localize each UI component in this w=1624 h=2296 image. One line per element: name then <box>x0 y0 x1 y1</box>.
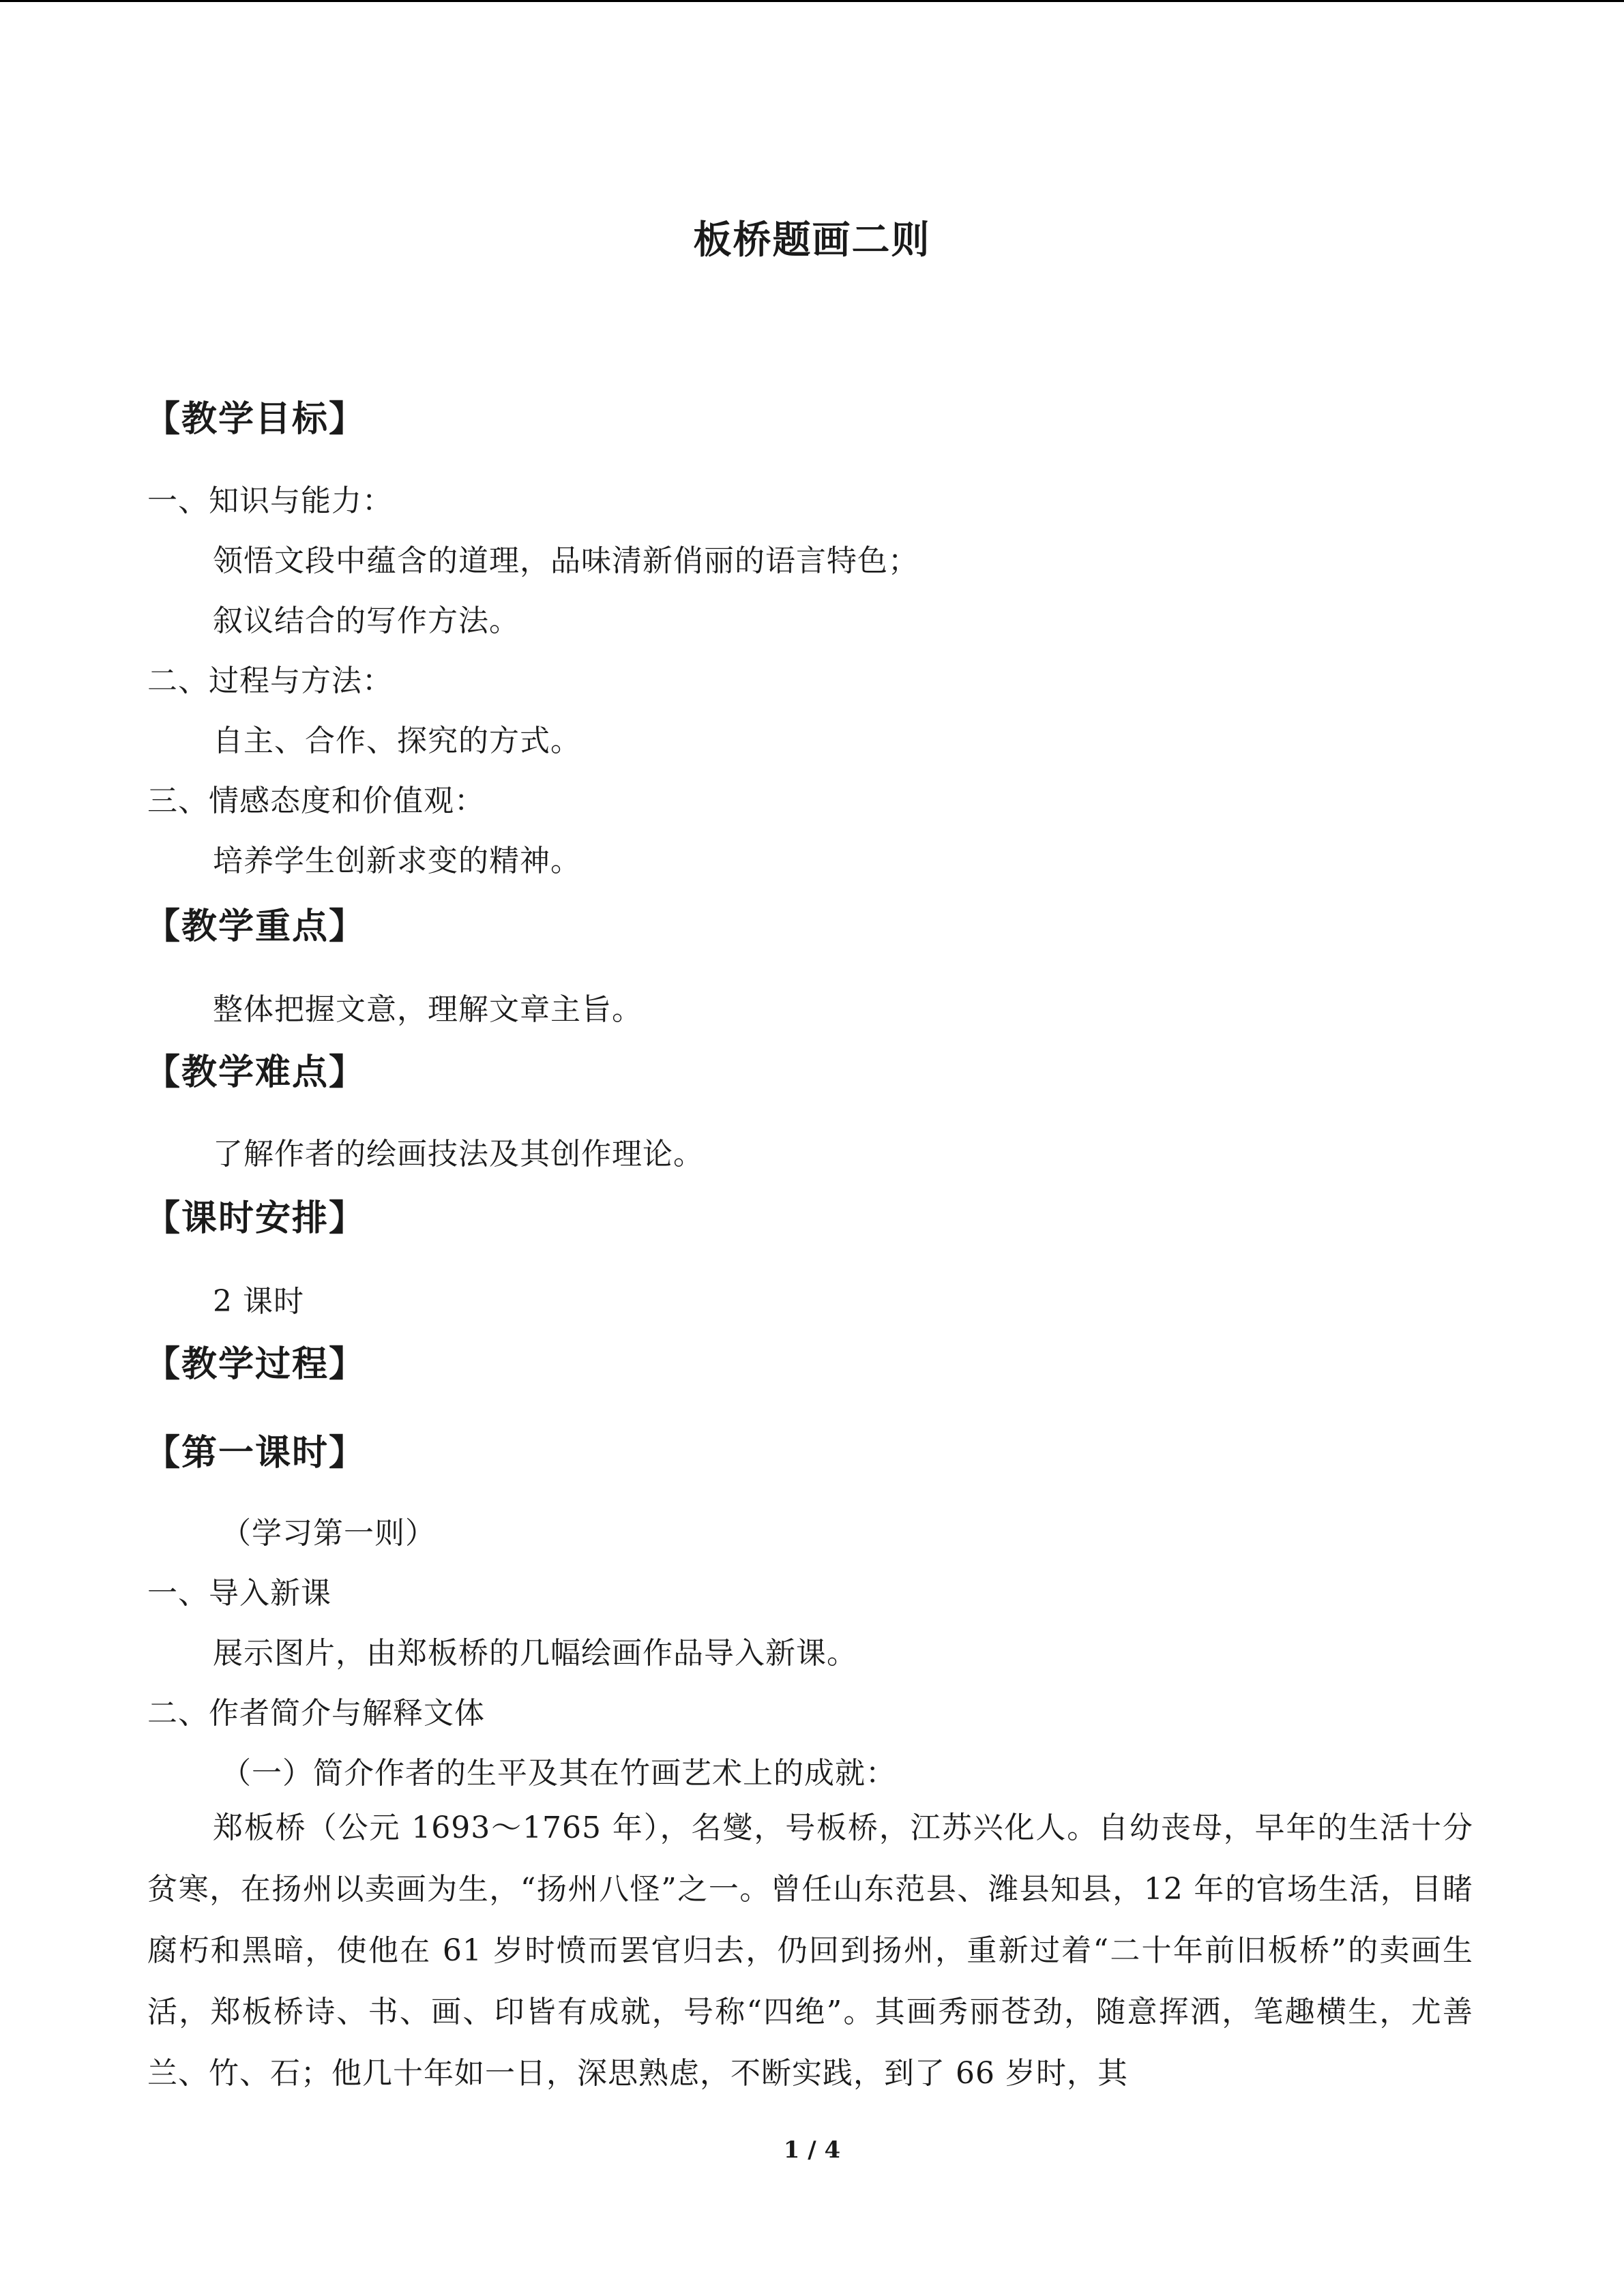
goal1-item-a: 领悟文段中蕴含的道理，品味清新俏丽的语言特色； <box>213 543 919 578</box>
goal2-item-a: 自主、合作、探究的方式。 <box>213 724 581 758</box>
schedule-text: 2 课时 <box>213 1284 304 1319</box>
step1-label: 一、导入新课 <box>147 1576 331 1611</box>
top-border-line <box>0 0 1624 2</box>
goal1-item-b: 叙议结合的写作方法。 <box>213 603 520 638</box>
document-title: 板桥题画二则 <box>693 218 931 263</box>
page-indicator: 1 / 4 <box>783 2136 841 2164</box>
goal3-item-a: 培养学生创新求变的精神。 <box>213 844 581 878</box>
goal2-label: 二、过程与方法： <box>147 664 393 698</box>
lesson1-note: （学习第一则） <box>221 1516 436 1551</box>
heading-difficult-points: 【教学难点】 <box>145 1052 366 1093</box>
step2-subheading: （一）简介作者的生平及其在竹画艺术上的成就： <box>221 1756 896 1791</box>
author-bio-paragraph: 郑板桥（公元 1693～1765 年），名燮，号板桥，江苏兴化人。自幼丧母，早年的生活十分贫寒，在扬州以卖画为生，“扬州八怪”之一。曾任山东范县、潍县知县，12 年的官场生活，目睹腐朽和黑暗，使他在 61 岁时愤而罢官归去，仍回到扬州，重新过着“二十年前旧板桥”的卖画生活，郑板桥诗、书、画、印皆有成就，号称“四绝”。其画秀丽苍劲，随意挥洒，笔趣横生，尤善兰、竹、石；他几十年如一日，深思熟虑，不断实践，到了 66 岁时，其 <box>147 1810 1473 2091</box>
heading-schedule: 【课时安排】 <box>145 1198 366 1239</box>
step1-text: 展示图片，由郑板桥的几幅绘画作品导入新课。 <box>213 1636 857 1671</box>
key-points-text: 整体把握文意，理解文章主旨。 <box>213 992 643 1027</box>
step2-label: 二、作者简介与解释文体 <box>147 1696 485 1731</box>
heading-teaching-process: 【教学过程】 <box>145 1344 366 1385</box>
goal3-label: 三、情感态度和价值观： <box>147 784 485 818</box>
heading-lesson-one: 【第一课时】 <box>145 1433 366 1474</box>
difficult-points-text: 了解作者的绘画技法及其创作理论。 <box>213 1137 704 1172</box>
heading-key-points: 【教学重点】 <box>145 906 366 947</box>
heading-teaching-goals: 【教学目标】 <box>145 399 366 440</box>
goal1-label: 一、知识与能力： <box>147 483 393 518</box>
